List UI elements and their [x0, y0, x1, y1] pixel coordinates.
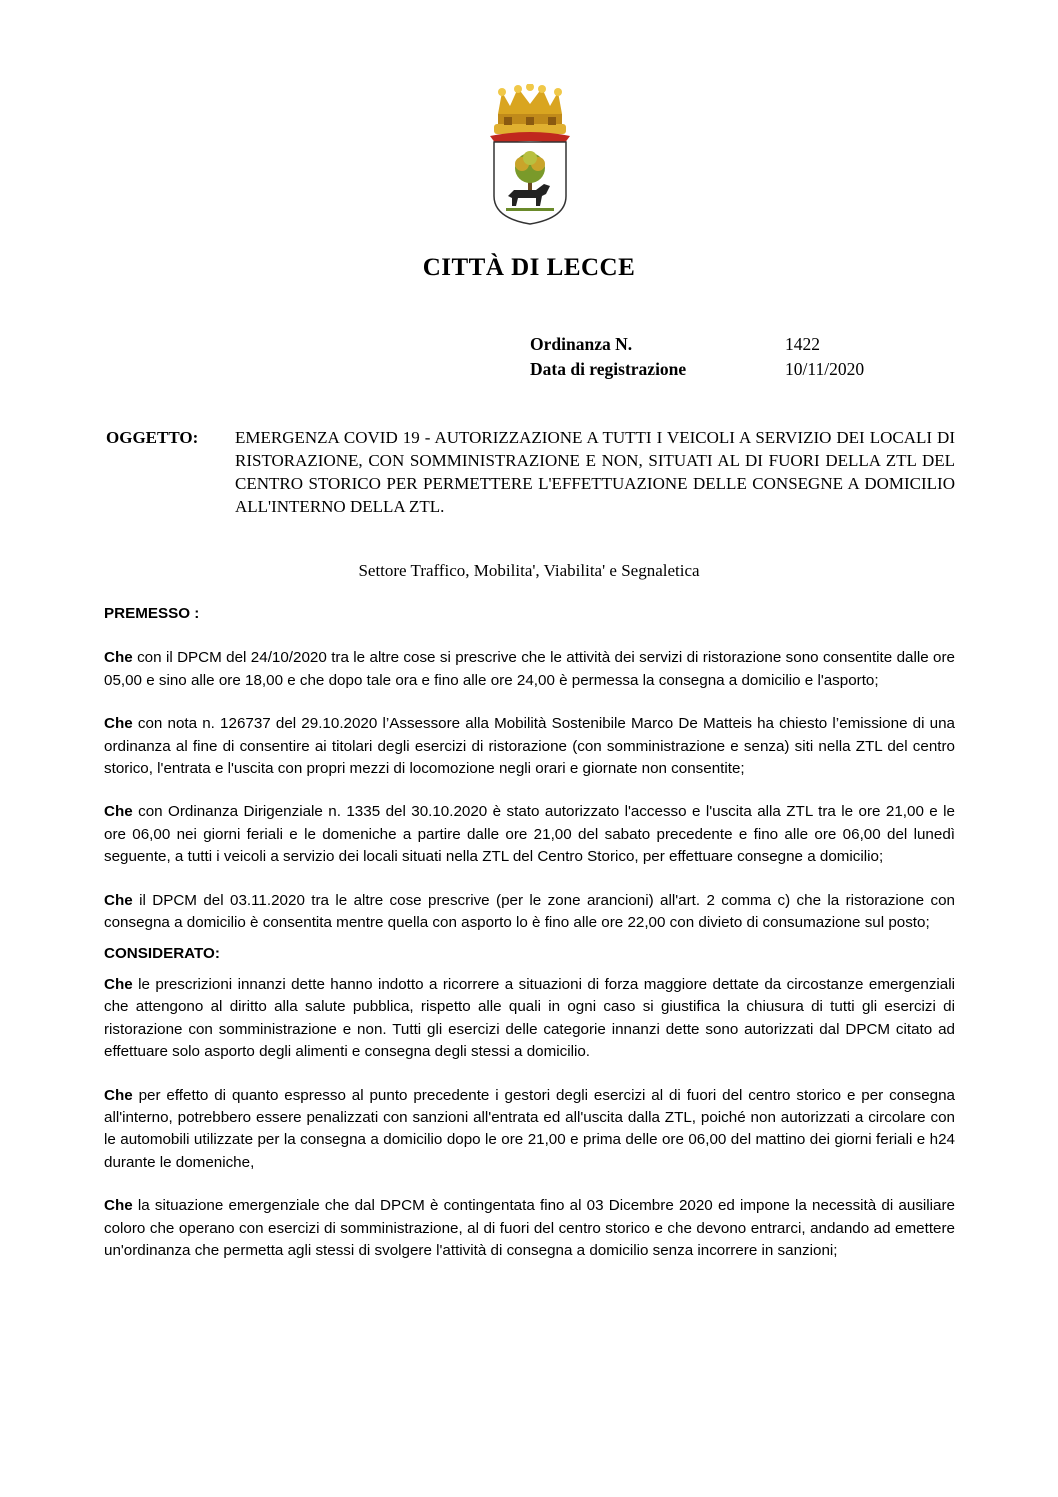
paragraph-lead: Che	[104, 975, 133, 993]
registration-date-value: 10/11/2020	[785, 359, 865, 379]
premesso-paragraph	[104, 801, 955, 868]
paragraph-lead: Che	[104, 715, 133, 733]
subject-block	[106, 426, 956, 518]
paragraph-text: le prescrizioni innanzi dette hanno indotto a ricorrere a situazioni di forza maggiore dettate da circostanze emergenziali che attengono al diritto alla salute pubblica, rispetto alle quali in ogni caso si giustifica la chiusura di tutti gli esercizi di ristorazione con somministrazione e non. Tutti gli esercizi delle categorie innanzi dette sono autorizzati dal DPCM citato ad effettuare solo asporto degli alimenti e consegna degli stessi a domicilio.	[104, 975, 955, 1061]
paragraph-text: con il DPCM del 24/10/2020 tra le altre cose si prescrive che le attività dei servizi di ristorazione sono consentite dalle ore 05,00 e sino alle ore 18,00 e che dopo tale ora e fino alle ore 24,00 è permessa la consegna a domicilio e l'asporto;	[104, 649, 955, 689]
paragraph-lead: Che	[104, 1197, 133, 1215]
document-body	[104, 603, 955, 1283]
ordinance-meta	[530, 332, 864, 382]
paragraph-lead: Che	[104, 1086, 133, 1104]
considerato-paragraph	[104, 974, 955, 1064]
premesso-paragraph	[104, 647, 955, 692]
subject-label: OGGETTO:	[106, 428, 199, 447]
paragraph-text: con nota n. 126737 del 29.10.2020 l’Assessore alla Mobilità Sostenibile Marco De Matteis ha chiesto l’emissione di una ordinanza al fine di consentire ai titolari degli esercizi di ristorazione (con somministrazione e senza) siti nella ZTL del centro storico, l'entrata e l'uscita con propri mezzi di locomozione negli orari e giornate non consentite;	[104, 715, 955, 778]
considerato-heading: CONSIDERATO:	[104, 945, 220, 963]
paragraph-lead: Che	[104, 891, 133, 909]
paragraph-text: per effetto di quanto espresso al punto precedente i gestori degli esercizi al di fuori del centro storico e per consegna all'interno, potrebbero essere penalizzati con sanzioni all'entrata ed all'uscita dalla ZTL, poiché non autorizzati a circolare con le automobili utilizzate per la consegna a domicilio dopo le ore 21,00 e prima delle ore 06,00 del mattino dei giorni feriali e h24 durante le domeniche,	[104, 1086, 955, 1171]
ordinance-number-label: Ordinanza N.	[530, 334, 633, 354]
ordinance-number-row	[530, 332, 864, 357]
registration-date-label: Data di registrazione	[530, 359, 687, 379]
premesso-heading: PREMESSO :	[104, 605, 200, 622]
paragraph-lead: Che	[104, 803, 133, 821]
premesso-paragraph	[104, 713, 955, 780]
considerato-paragraph	[104, 1085, 955, 1175]
considerato-paragraph	[104, 1195, 955, 1262]
department-line: Settore Traffico, Mobilita', Viabilita' e Segnaletica	[358, 561, 700, 580]
paragraph-lead: Che	[104, 649, 133, 667]
city-coat-of-arms-icon	[484, 84, 576, 226]
ordinance-number-value: 1422	[785, 334, 820, 354]
paragraph-text: con Ordinanza Dirigenziale n. 1335 del 30.10.2020 è stato autorizzato l'accesso e l'uscita alla ZTL tra le ore 21,00 e le ore 06,00 nei giorni feriali e le domeniche a partire dalle ore 21,00 del sabato precedente e fino alle ore 06,00 del lunedì seguente, a tutti i veicoli a servizio dei locali situati nella ZTL del Centro Storico, per effettuare consegne a domicilio;	[104, 803, 955, 866]
city-title: CITTÀ DI LECCE	[422, 254, 636, 281]
paragraph-text: la situazione emergenziale che dal DPCM è contingentata fino al 03 Dicembre 2020 ed impone la necessità di ausiliare coloro che operano con esercizi di somministrazione, al di fuori del centro storico e che devono entrarci, andando ad emettere un'ordinanza che permetta agli stessi di svolgere l'attività di consegna a domicilio senza incorrere in sanzioni;	[104, 1197, 955, 1259]
paragraph-text: il DPCM del 03.11.2020 tra le altre cose prescrive (per le zone arancioni) all'art. 2 comma c) che la ristorazione con consegna a domicilio è consentita mentre quella con asporto lo è fino alle ore 22,00 con divieto di consumazione sul posto;	[104, 891, 955, 932]
registration-date-row	[530, 357, 864, 382]
subject-text: EMERGENZA COVID 19 - AUTORIZZAZIONE A TUTTI I VEICOLI A SERVIZIO DEI LOCALI DI RISTORAZIONE, CON SOMMINISTRAZIONE E NON, SITUATI AL DI FUORI DELLA ZTL DEL CENTRO STORICO PER PERMETTERE L'EFFETTUAZIONE DELLE CONSEGNE A DOMICILIO ALL'INTERNO DELLA ZTL.	[235, 428, 955, 516]
premesso-paragraph	[104, 890, 955, 935]
